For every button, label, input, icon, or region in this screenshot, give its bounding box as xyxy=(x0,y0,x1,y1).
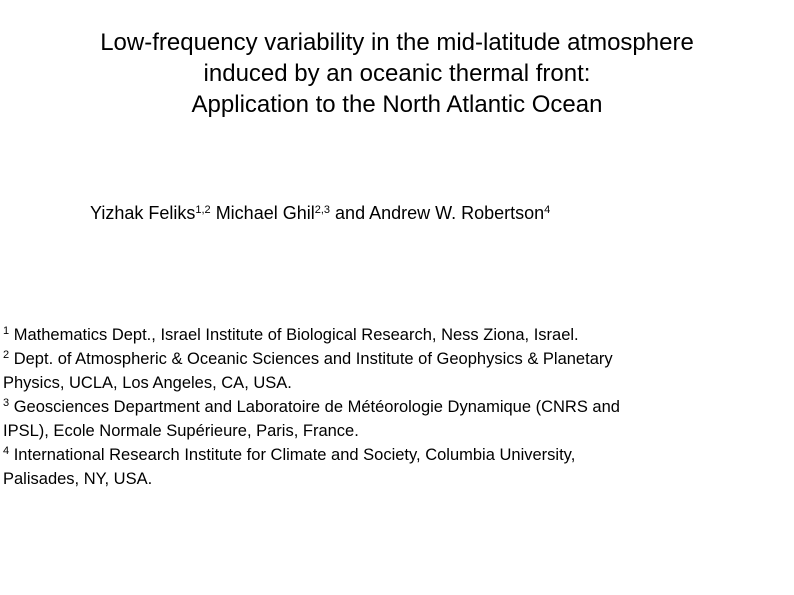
title-line-1: Low-frequency variability in the mid-latitude atmosphere xyxy=(100,29,694,56)
affiliation-text: IPSL), Ecole Normale Supérieure, Paris, France. xyxy=(3,422,359,440)
author-affiliation-marker: 1,2 xyxy=(195,204,211,216)
affiliation-text: Mathematics Dept., Israel Institute of Biological Research, Ness Ziona, Israel. xyxy=(13,326,579,344)
affiliation-number: 3 xyxy=(3,397,10,409)
affiliation-1 xyxy=(3,323,788,347)
author-name: Michael Ghil xyxy=(215,203,315,223)
affiliation-text: Palisades, NY, USA. xyxy=(3,470,153,488)
affiliation-text: Dept. of Atmospheric & Oceanic Sciences and Institute of Geophysics & Planetary xyxy=(13,350,613,368)
author-name: Yizhak Feliks xyxy=(90,203,196,223)
affiliation-4 xyxy=(3,443,788,491)
affiliation-2 xyxy=(3,347,788,395)
paper-title xyxy=(0,27,794,120)
affiliation-text: International Research Institute for Climate and Society, Columbia University, xyxy=(13,446,576,464)
title-line-3: Application to the North Atlantic Ocean xyxy=(191,91,603,118)
affiliation-text: Physics, UCLA, Los Angeles, CA, USA. xyxy=(3,374,292,392)
author-list xyxy=(90,201,550,225)
affiliation-3 xyxy=(3,395,788,443)
affiliation-number: 4 xyxy=(3,445,10,457)
author-affiliation-marker: 4 xyxy=(544,204,551,216)
affiliation-text: Geosciences Department and Laboratoire de Météorologie Dynamique (CNRS and xyxy=(13,398,620,416)
affiliation-number: 1 xyxy=(3,325,10,337)
title-line-2: induced by an oceanic thermal front: xyxy=(203,60,591,87)
affiliation-number: 2 xyxy=(3,349,10,361)
affiliation-list xyxy=(3,323,788,491)
author-affiliation-marker: 2,3 xyxy=(314,204,331,216)
author-name: and Andrew W. Robertson xyxy=(335,203,545,223)
